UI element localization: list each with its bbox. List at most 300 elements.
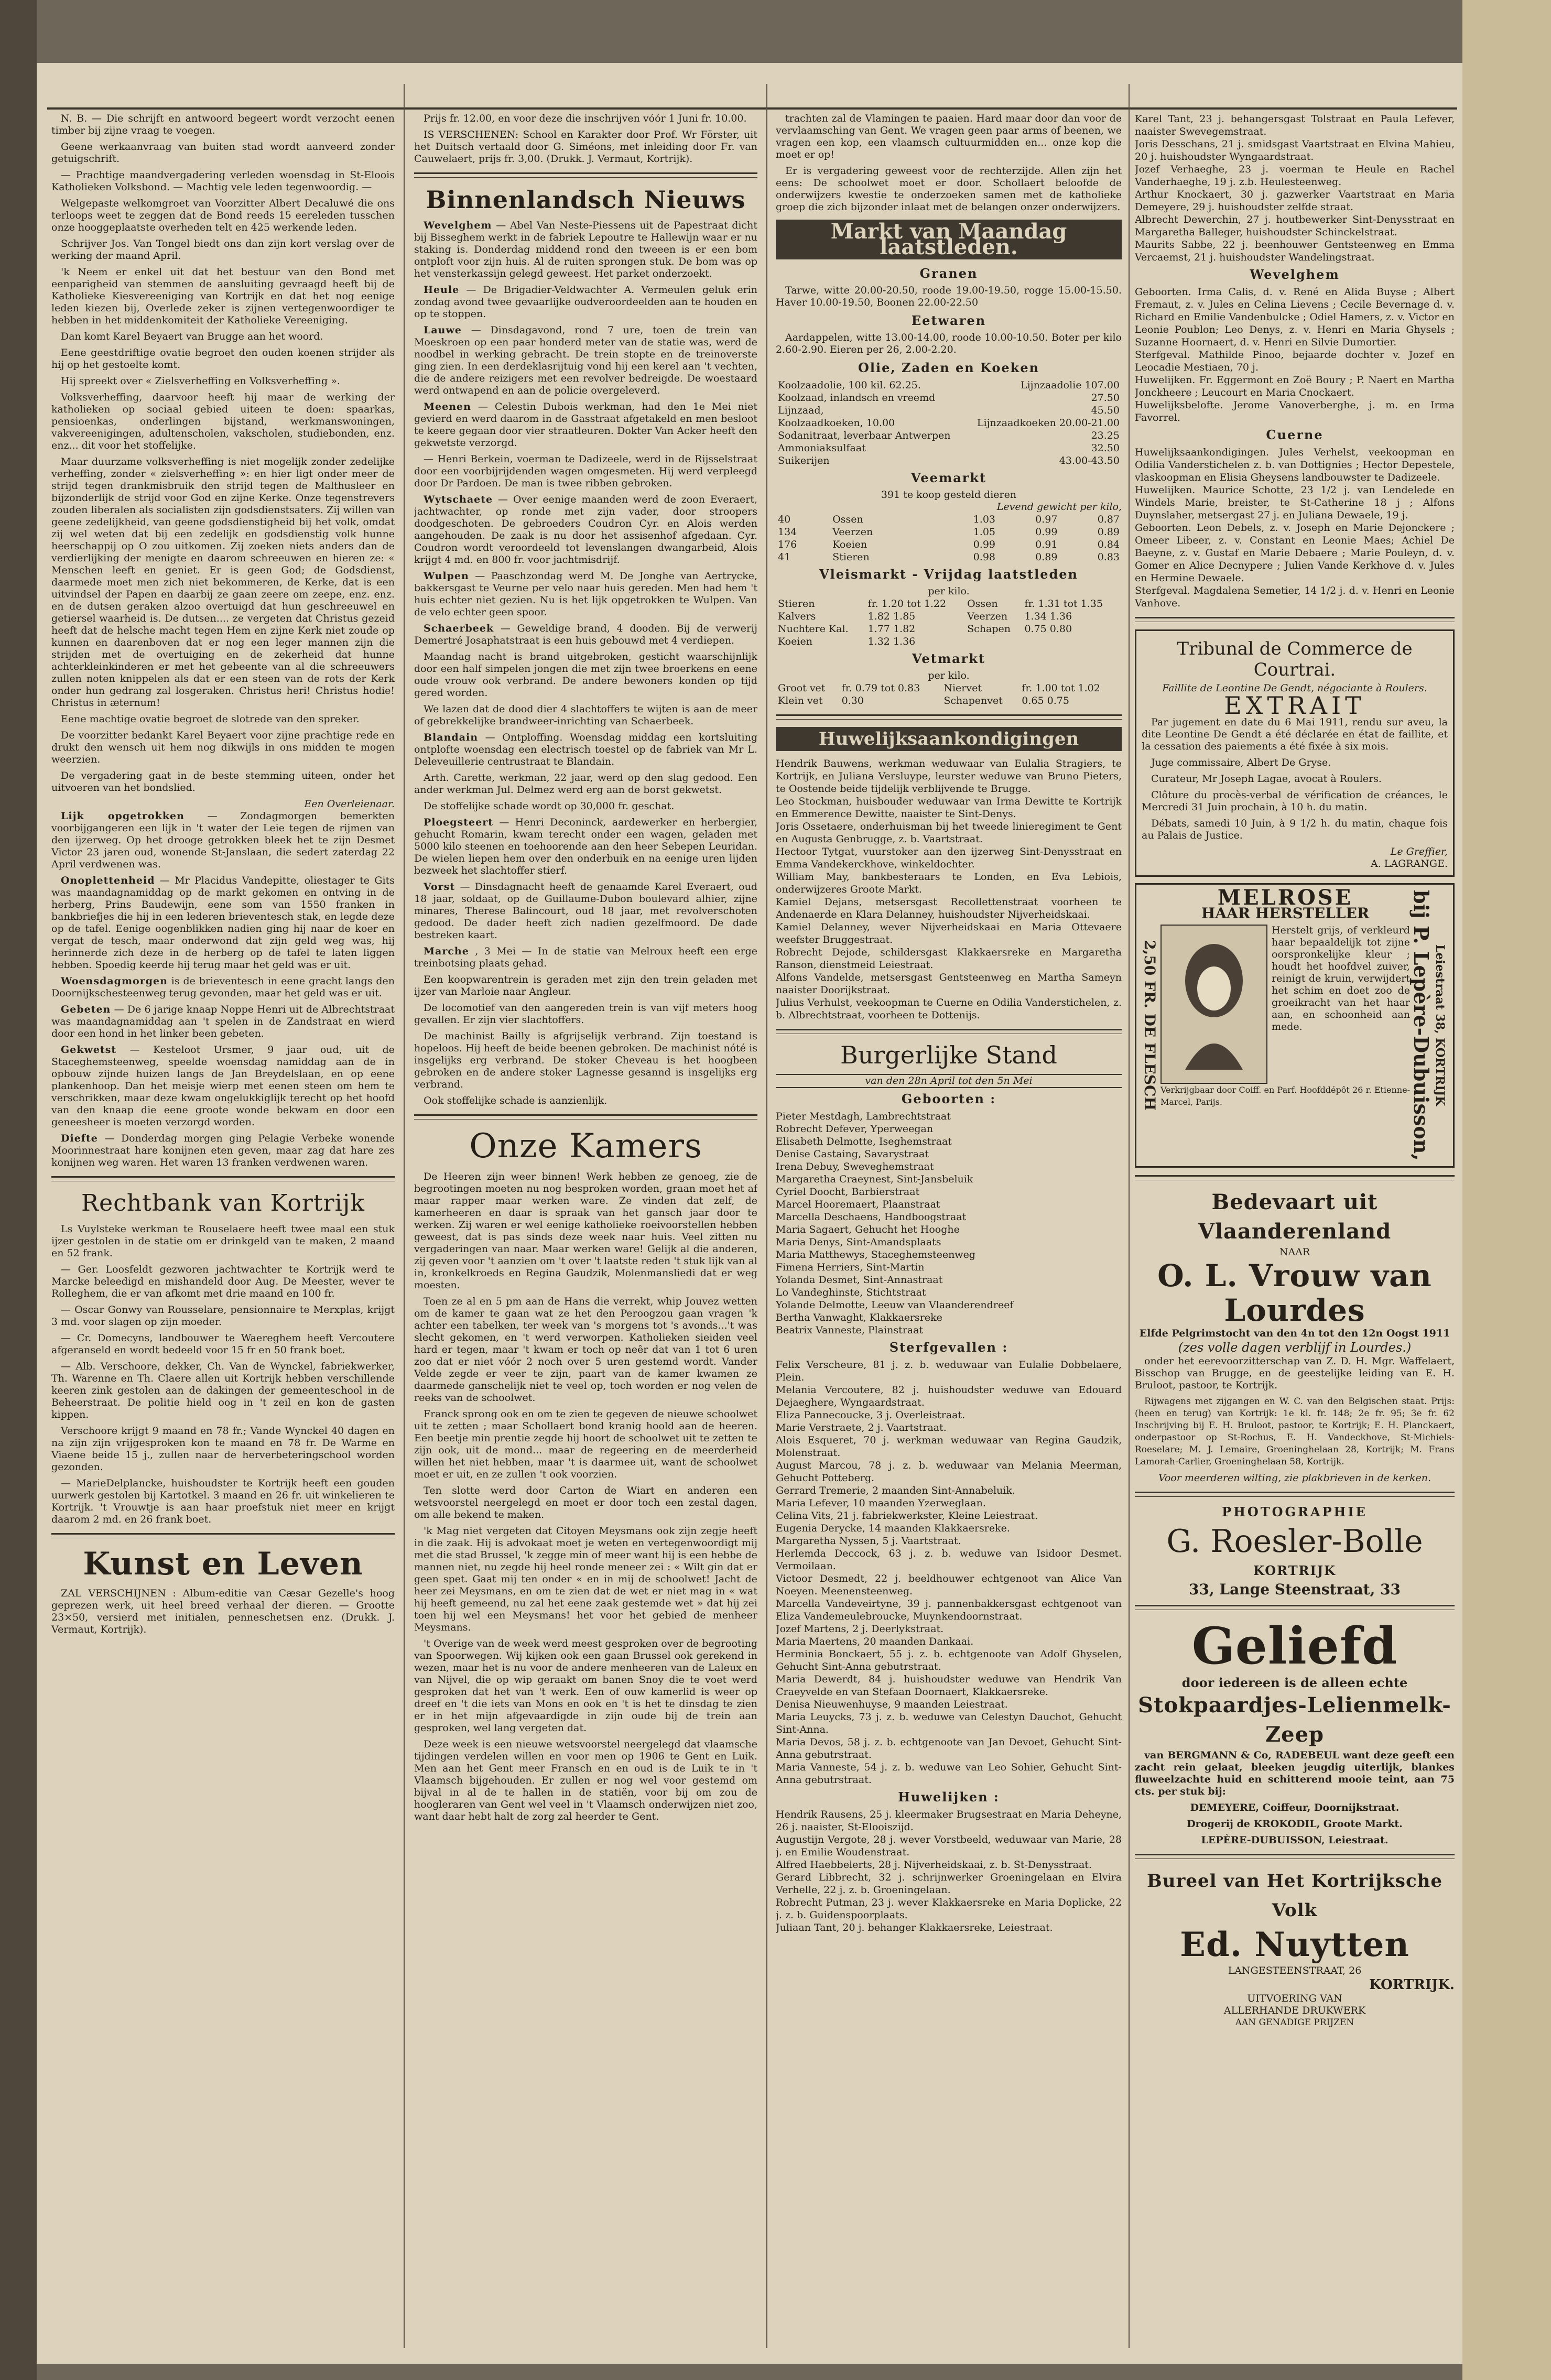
paragraph: Huwelijksaankondigingen. Jules Verhelst, veekoopman en Odilia Vanderstichelen z. b. van Dottignies ; Hector Depestele, vlaskoopman en Elisia Gheysens landbouwster te Dadizeele. <box>1135 447 1455 483</box>
paragraph: — Alb. Verschoore, dekker, Ch. Van de Wynckel, fabriekwerker, Th. Warenne en Th. Claere allen uit Kortrijk hebben verschillende keeren zink gestolen aan de dakingen der gemeenteschool in de Beheerstraat. De politie hield oog in 't zeil en kon de gasten kippen. <box>51 1361 395 1420</box>
news-item <box>414 1002 757 1026</box>
tribunal-body <box>1142 716 1448 842</box>
paragraph: Fimena Herriers, Sint-Martin <box>776 1262 925 1273</box>
news-text: — Kesteloot Ursmer, 9 jaar oud, uit de Staceghemsteenweg, speelde woensdag namiddag aan de in opbouw zijnde huizen langs de Jan Breydelslaan, en op eene plankenhoop. Dan het meisje wierp met eenen steen om hem te verschrikken, maar deze kwam ongelukkiglijk terecht op het hoofd van den knaap die eene groote wonde bekwam en door een geneesheer is moeten verzorgd worden. <box>51 1044 395 1128</box>
table-cell: 0.83 <box>1097 551 1120 563</box>
paragraph: Marie Verstraete, 2 j. Vaartstraat. <box>776 1422 947 1433</box>
divider <box>776 714 1122 720</box>
paragraph: De voorzitter bedankt Karel Beyaert voor zijne prachtige rede en drukt den wensch uit hem nog dikwijls in ons midden te mogen weerzien. <box>51 730 395 765</box>
table-cell: Stieren <box>832 551 870 563</box>
melrose-price: 2,50 FR. DE FLESCH <box>1141 940 1158 1111</box>
kunst-title: Kunst en Leven <box>83 1546 363 1582</box>
news-keyword: Wulpen <box>424 570 469 582</box>
local-news <box>51 810 395 1169</box>
melrose-body <box>1160 885 1410 1161</box>
news-text: — Paaschzondag werd M. De Jonghe van Aertrycke, bakkersgast te Veurne per velo naar huis gereden. Men had hem 't huis echter niet gezien. Nu is het lijk opgetrokken te Wulpen. Van de velo echter geen spoor. <box>414 570 757 618</box>
paragraph: trachten zal de Vlamingen te paaien. Hard maar door dan voor de vervlaamsching van Gent. We vragen geen paar arms of beenen, we vragen een kop, een vlaamsch cultuurmidden en... onze kop die moet er op! <box>776 113 1122 160</box>
bureel-line1: UITVOERING VAN <box>1247 1992 1342 2004</box>
paragraph: Maria Sagaert, Gehucht het Hooghe <box>776 1224 960 1235</box>
vee-head: Levend gewicht per kilo, <box>996 501 1122 513</box>
news-item <box>51 975 395 999</box>
paragraph: Elisabeth Delmotte, Iseghemstraat <box>776 1136 952 1147</box>
bedevaart-it: (zes volle dagen verblijf in Lourdes.) <box>1178 1340 1412 1355</box>
photo-city: KORTRIJK <box>1253 1562 1336 1578</box>
divider <box>51 1533 395 1538</box>
table-cell: 1.77 1.82 <box>867 623 916 635</box>
news-keyword: Onoplettenheid <box>61 875 155 886</box>
table-row <box>776 538 1122 551</box>
table-row <box>776 623 1122 635</box>
paragraph: Sterfgeval. Mathilde Pinoo, bejaarde dochter v. Jozef en Leocadie Mestiaen, 70 j. <box>1135 349 1455 373</box>
zeep-text: van BERGMANN & Co, RADEBEUL want deze geeft een zacht rein gelaat, bleeken jeugdig uiterlijk, blankes fluweelzachte huid en schitterend mooie teint, aan 75 cts. per stuk bij: <box>1135 1749 1455 1797</box>
news-keyword: Schaerbeek <box>424 623 494 634</box>
table-cell: 1.03 <box>973 514 995 525</box>
table-row <box>776 392 1122 404</box>
news-text: We lazen dat de dood dier 4 slachtoffers te wijten is aan de meer of gebrekkelijke brandweer-inrichting van Schaerbeek. <box>414 703 757 727</box>
paragraph: Curateur, Mr Joseph Lagae, avocat à Roulers. <box>1151 773 1382 785</box>
paragraph: Jozef Verhaeghe, 23 j. voerman te Heule en Rachel Vanderhaeghe, 19 j. z.b. Heulesteenweg. <box>1135 164 1455 188</box>
table-cell: Groot vet <box>778 682 826 694</box>
table-cell: 0.97 <box>1035 514 1058 525</box>
news-item <box>414 703 757 727</box>
eetwaren-title: Eetwaren <box>911 313 986 328</box>
bedevaart-title: Bedevaart uit Vlaanderenland <box>1198 1189 1392 1244</box>
huwelijken-title: Huwelijken : <box>898 1789 1000 1805</box>
paragraph: — Oscar Gonwy van Rousselare, pensionnaire te Merxplas, krijgt 3 md. voor slagen op zijn moeder. <box>51 1304 395 1328</box>
news-text: — De 6 jarige knaap Noppe Henri uit de Albrechtstraat was maandagnamiddag aan 't spelen in de Zandstraat en wierd door een hond in het linker been gebeten. <box>51 1004 395 1039</box>
table-cell: 1.05 <box>973 526 995 538</box>
news-text: — Henri Deconinck, aardewerker en herbergier, gehucht Romarin, kwam terecht onder een wagen, geladen met 5000 kilo steenen en toehoorende aan den heer Sebepen Leuridan. De wielen liepen hem over den onderbuik en na eenige uren lijden bezweek het slachtoffer stierf. <box>414 817 757 876</box>
paragraph: Welgepaste welkomgroet van Voorzitter Albert Decaluwé die ons terloops weet te zeggen dat de Bond reeds 15 eereleden tusschen onze hooggeplaatste overheden telt en 425 werkende leden. <box>51 198 395 233</box>
news-text: Een koopwarentrein is geraden met zijn den trein geladen met ijzer van Marloie naar Angleur. <box>414 974 757 997</box>
vet-subtitle: per kilo. <box>928 670 970 681</box>
huwelijk-list-cont <box>1135 113 1455 264</box>
divider <box>1135 1492 1455 1497</box>
table-cell: Schapenvet <box>943 695 1003 707</box>
table-row <box>776 635 1122 648</box>
table-row <box>776 417 1122 429</box>
news-text: De locomotief van den aangereden trein is van vijf meters hoog gevallen. Er zijn vier slachtoffers. <box>414 1002 757 1026</box>
paragraph: De Heeren zijn weer binnen! Werk hebben ze genoeg, zie de begrootingen moeten nu nog besproken worden, graan moet het af maar rapper maar werken ware. Ze vinden dat zelf, de kamerheeren en daar is spraak van het gansch jaar door te werken. Zij waren er wel eenige katholieke roeivoorstellen hebben geweest, dat is pas sinds deze week naar huis. Veel zitten nu vergaderingen van naar. Maar werken ware! Gelijk al die anderen, zij geven voor 't aanzien om 't over 't laatste reden 't stuk lijk van al in, kronkelkroeds en Regina Gaudzik, Molenmansliedi dat er weg moesten. <box>414 1171 757 1291</box>
news-text: — Ontploffing. Woensdag middag een kortsluiting ontplofte woensdag een electrisch toestel op de fabriek van Mr L. Deleveuillerie centrustraat te Blandain. <box>414 732 757 767</box>
paragraph: Joris Desschans, 21 j. smidsgast Vaartstraat en Elvina Mahieu, 20 j. huishoudster Wyngaardstraat. <box>1135 138 1455 162</box>
melrose-text: Herstelt grijs, of verkleurd haar bepaaldelijk tot zijne oorspronkelijke kleur ; houdt het hoofdvel zuiver, reinigt de kruin, verwijdert het schim en doet zoo de groeikracht van het haar aan, en schoonheid aan mede. <box>1272 925 1410 1033</box>
cuerne-list <box>1135 446 1455 610</box>
paragraph: 'k Mag niet vergeten dat Citoyen Meysmans ook zijn zegje heeft in die zaak. Hij is advokaat moet je weten en vertegenwoordigt mij met die stad Brussel, 'k zegge min of meer want hij is een hebbe de mannen niet, nu zegde hij heel ronde meneer zei : « Wilt gin dat er geen spet. Gaat mij ten onder « en in mij de schoolwet! Jacht de heer zei Meysmans, en om te zien dat de wet er niet mag in « wat hij heeft gemeend, nu zal het eene zaak gestemde wet » dat hij zei toen hij wel een Meysmans! het voor het gebied de menheer Meysmans. <box>414 1525 757 1633</box>
bedevaart-line: Elfde Pelgrimstocht van den 4n tot den 12n Oogst 1911 <box>1139 1327 1450 1339</box>
table-cell <box>965 635 1022 648</box>
paragraph: Yolanda Desmet, Sint-Annastraat <box>776 1274 943 1286</box>
paragraph: LEPÈRE-DUBUISSON, Leiestraat. <box>1201 1834 1389 1846</box>
news-item <box>51 1133 395 1169</box>
bedevaart-naar: NAAR <box>1279 1246 1310 1258</box>
woman-portrait-image <box>1160 925 1267 1084</box>
news-text: De stoffelijke schade wordt op 30,000 fr. geschat. <box>424 800 675 812</box>
granen-prices: Tarwe, witte 20.00-20.50, roode 19.00-19.50, rogge 15.00-15.50. Haver 10.00-19.50, Boonen 22.00-22.50 <box>776 285 1122 308</box>
table-cell: Kalvers <box>778 611 816 622</box>
table-row <box>776 404 1122 417</box>
news-text: De machinist Bailly is afgrijselijk verbrand. Zijn toestand is hopeloos. Hij heeft de beide beenen gebroken. De machinist nóté is insgelijks erg verbrand. De stoker Cheveau is het hoogbeen gebroken en de andere stoker Lagnesse gesannd is insgelijks erg verbrand. <box>414 1030 757 1090</box>
paragraph: Irena Debuy, Sweveghemstraat <box>776 1161 934 1172</box>
news-text: — Over eenige maanden werd de zoon Everaert, jachtwachter, op ronde met zijn vader, door stroopers doodgeschoten. De gebroeders Coudron Cyr. en Alois werden aangehouden. De zaak is nu door het assisenhof afgedaan. Cyr. Coudron wordt veroordeeld tot levenslangen dwangarbeid, Alois krijgt 4 md. en 800 fr. voor jachtmisdrijf. <box>414 494 757 566</box>
paragraph: Eugenia Derycke, 14 maanden Klakkaersreke. <box>776 1523 1010 1534</box>
huwelijk-list <box>776 757 1122 1021</box>
divider <box>1135 1605 1455 1610</box>
news-keyword: Blandain <box>424 732 479 743</box>
zeep-sellers <box>1135 1802 1455 1846</box>
divider <box>1135 617 1455 622</box>
table-cell: 134 <box>778 526 797 538</box>
column-2 <box>414 113 757 2356</box>
paragraph: Hij spreekt over « Zielsverheffing en Volksverheffing ». <box>61 375 340 387</box>
paragraph: IS VERSCHENEN: School en Karakter door Prof. Wr Förster, uit het Duitsch vertaald door G. Siméons, met inleiding door Fr. van Cauwelaert, prijs fr. 3,00. (Drukk. J. Vermaut, Kortrijk). <box>414 129 757 165</box>
table-cell: 0.99 <box>1035 526 1058 538</box>
paragraph: Maria Vanneste, 54 j. z. b. weduwe van Leo Sohier, Gehucht Sint-Anna gebutrstraat. <box>776 1762 1122 1786</box>
paragraph: Herlemda Deccock, 63 j. z. b. weduwe van Isidoor Desmet. Vermoilaan. <box>776 1548 1122 1572</box>
table-cell: 40 <box>778 514 791 525</box>
paragraph: Ls Vuylsteke werkman te Rouselaere heeft twee maal een stuk ijzer gestolen in de statie om er drinkgeld van te maken, 2 maand en 52 frank. <box>51 1223 395 1259</box>
signature: Een Overleienaar. <box>304 798 395 810</box>
news-item <box>414 570 757 618</box>
paragraph: Maurits Sabbe, 22 j. beenhouwer Gentsteenweg en Emma Vercaemst, 21 j. huishoudster Wandelingstraat. <box>1135 239 1455 263</box>
table-cell: 0.99 <box>973 539 995 550</box>
news-item <box>414 401 757 449</box>
binding-edge <box>0 0 37 2380</box>
news-text: — Henri Berkein, voerman te Dadizeele, werd in de Rijsselstraat door een voorbijrijdenden wagen omgesmeten. Hij werd verpleegd door Dr Pardoen. De man is twee ribben gebroken. <box>414 453 757 489</box>
table-row <box>776 694 1122 707</box>
paragraph: Huwelijken. Fr. Eggermont en Zoë Boury ; P. Naert en Martha Jonckheere ; Leucourt en Maria Cnockaert. <box>1135 374 1455 398</box>
news-item <box>414 974 757 998</box>
paragraph: Hendrik Rausens, 25 j. kleermaker Brugsestraat en Maria Deheyne, 26 j. naaister, St-Elooiszijd. <box>776 1809 1122 1833</box>
paragraph: — MarieDelplancke, huishoudster te Kortrijk heeft een gouden uurwerk gestolen bij Kartotkel. 3 maand en 26 fr. uit winkelieren te Kortrijk. 't Vrouwtje is aan haar proefstuk niet meer en krijgt daarom 2 md. en 26 frank boet. <box>51 1477 395 1525</box>
paragraph: — Cr. Domecyns, landbouwer te Waereghem heeft Vercoutere afgeranseld en wordt bedeeld voor 15 fr en 50 frank boet. <box>51 1332 395 1356</box>
paragraph: Eene geestdriftige ovatie begroet den ouden koenen strijder als hij op het gestoelte komt. <box>51 347 395 371</box>
news-item <box>51 1004 395 1040</box>
paragraph: Karel Tant, 23 j. behangersgast Tolstraat en Paula Lefever, naaister Swevegemstraat. <box>1135 113 1455 137</box>
paragraph: Pieter Mestdagh, Lambrechtstraat <box>776 1111 951 1122</box>
paragraph: Yolande Delmotte, Leeuw van Vlaanderendreef <box>776 1299 1014 1311</box>
paragraph: Bertha Vanwaght, Klakkaersreke <box>776 1312 942 1323</box>
news-text: — Dinsdagnacht heeft de genaamde Karel Everaert, oud 18 jaar, soldaat, op de Guillaume-Dubon boulevard alhier, zijne minares, Therese Balincourt, oud 18 jaar, met revolverschoten gedood. De dader heeft zich nadien gezelfmoord. De dade bestreken kaart. <box>414 881 757 941</box>
table-row <box>776 682 1122 694</box>
news-item <box>414 732 757 768</box>
paragraph: Albrecht Dewerchin, 27 j. houtbewerker Sint-Denysstraat en Margaretha Balleger, huishoudster Schinckelstraat. <box>1135 214 1455 238</box>
table-cell: 0.84 <box>1097 539 1120 550</box>
paragraph: Maria Matthewys, Staceghemsteenweg <box>776 1249 975 1260</box>
news-keyword: Ploegsteert <box>424 817 493 828</box>
paragraph: Hectoor Tytgat, vuurstoker aan den ijzerweg Sint-Denysstraat en Emma Vandekerckhove, winkeldochter. <box>776 846 1122 870</box>
table-cell: 45.50 <box>1091 405 1120 416</box>
paragraph: Geboorten. Irma Calis, d. v. René en Alida Buyse ; Albert Fremaut, z. v. Jules en Celina Lievens ; Cecile Bevernage d. v. Richard en Emilie Vandenbulcke ; Odiel Hamers, z. v. Victor en Leonie Poublon; Leo Denys, z. v. Henri en Maria Ghysels ; Suzanne Hoornaert, d. v. Henri en Silvie Dumortier. <box>1135 286 1455 348</box>
divider <box>1135 1175 1455 1180</box>
news-keyword: Gebeten <box>61 1004 111 1015</box>
news-keyword: Meenen <box>424 401 471 412</box>
geboorten-title: Geboorten : <box>901 1091 996 1106</box>
table-cell: fr. 0.79 tot 0.83 <box>841 682 920 694</box>
table-cell: 0.87 <box>1097 514 1120 525</box>
paragraph: Felix Verscheure, 81 j. z. b. weduwaar van Eulalie Dobbelaere, Plein. <box>776 1359 1122 1383</box>
paragraph: 't Overige van de week werd meest gesproken over de begrooting van Spoorwegen. Wij kijken ook een gaan Brussel ook gerekend in wezen, maar het is nu voor de andere menheeren van de Laleux en van Nijvel, die op wip geraakt om banen Snoy die te voet werd gesproken dat het van 't werk. Een of ouw kamerlid is weer op dreef en 't die iets van Mons en ook en 't is het te dinsdag te zien er in het mijn afgevaardigde in zijn oude bij de trein aan gesproken, wel lang vergeten dat. <box>414 1638 757 1734</box>
vee-table <box>776 513 1122 563</box>
paragraph: Maria Leuycks, 73 j. z. b. weduwe van Celestyn Dauchot, Gehucht Sint-Anna. <box>776 1711 1122 1735</box>
wevelghem-list <box>1135 286 1455 424</box>
table-cell: 0.89 <box>1097 526 1120 538</box>
zeep-product: Stokpaardjes-Lelienmelk-Zeep <box>1138 1692 1451 1747</box>
melrose-sub: HAAR HERSTELLER <box>1201 905 1370 922</box>
paragraph: Denise Castaing, Savarystraat <box>776 1148 929 1160</box>
paragraph: Arthur Knockaert, 30 j. gazwerker Vaartstraat en Maria Demeyere, 29 j. huishoudster zelfde straat. <box>1135 189 1455 213</box>
paragraph: Beatrix Vanneste, Plainstraat <box>776 1324 924 1336</box>
table-row <box>776 597 1122 610</box>
paragraph: Eliza Pannecoucke, 3 j. Overleistraat. <box>776 1409 966 1421</box>
greffier-name: A. LAGRANGE. <box>1370 858 1448 870</box>
paragraph: Maria Devos, 58 j. z. b. echtgenoote van Jan Devoet, Gehucht Sint-Anna gebutrstraat. <box>776 1736 1122 1760</box>
column-3 <box>776 113 1122 2356</box>
table-cell: Koeien <box>778 636 812 647</box>
news-keyword: Gekwetst <box>61 1044 117 1056</box>
news-text: — Celestin Dubois werkman, had den 1e Mei niet gevierd en werd daarom in de Gasstraat afgetakeld en men besloot te keere gegaan door vier straatleuren. Dokter Van Acker heeft den gekwetste verzorgd. <box>414 401 757 449</box>
burg-subtitle: van den 28n April tot den 5n Mei <box>776 1074 1122 1088</box>
paragraph: Melania Vercoutere, 82 j. huishoudster weduwe van Edouard Dejaeghere, Wyngaardstraat. <box>776 1384 1122 1408</box>
paragraph: Lo Vandeghinste, Stichtstraat <box>776 1287 926 1298</box>
paragraph: Gerard Libbrecht, 32 j. schrijnwerker Groeningelaan en Elvira Verhelle, 22 j. z. b. Groeningelaan. <box>776 1872 1122 1896</box>
paragraph: Prijs fr. 12.00, en voor deze die inschrijven vóór 1 Juni fr. 10.00. <box>424 113 747 124</box>
table-cell: Lijnzaad, <box>778 405 824 416</box>
table-row <box>776 513 1122 526</box>
vlees-title: Vleismarkt - Vrijdag laatstleden <box>819 567 1078 582</box>
rechtbank-items <box>51 1223 395 1526</box>
paragraph: De vergadering gaat in de beste stemming uiteen, onder het uitvoeren van het bondslied. <box>51 770 395 794</box>
table-cell: Koolzaadkoeken, 10.00 <box>778 417 895 429</box>
table-row <box>776 454 1122 467</box>
paragraph: Marcel Hooremaert, Plaanstraat <box>776 1199 940 1210</box>
paragraph: Kamiel Delanney, wever Nijverheidskaai en Maria Ottevaere weefster Bruggestraat. <box>776 921 1122 946</box>
photo-ad <box>1135 1504 1455 1597</box>
news-item <box>414 817 757 877</box>
kunst-text: ZAL VERSCHIJNEN : Album-editie van Cæsar Gezelle's hoog geprezen werk, uit heel breed verhaal der dieren. — Grootte 23×50, versierd met initialen, penneschetsen enz. (Drukk. J. Vermaut, Kortrijk). <box>51 1588 395 1635</box>
news-keyword: Lijk opgetrokken <box>61 810 185 822</box>
news-keyword: Woensdagmorgen <box>61 975 168 987</box>
table-row <box>776 379 1122 392</box>
table-cell: Koolzaad, inlandsch en vreemd <box>778 392 936 404</box>
divider <box>51 1176 395 1181</box>
divider <box>414 172 757 178</box>
paragraph: Toen ze al en 5 pm aan de Hans die verrekt, whip Jouvez wetten om de kamer te gaan wat ze het den Peroogzou gaan vragen 'k achter een tabelken, ter week van 's morgens tot 's avonds...'t was slecht gekomen, en 't werd verworpen. Katholieken sieiden veel hard er tegen, maar 't kwam er toch op neêr dat van 1 tot 6 uren zoo dat er niet vóór 2 noch over 5 uren gestemd wordt. Vander Velde zegde er veer te zijn, paart van de kamer kwamen ze daarmede ganschelijk niet te veel op, toch worden er nog velen de reeks van de schoolwet. <box>414 1296 757 1404</box>
news-keyword: Wytschaete <box>424 494 493 505</box>
paragraph: Celina Vits, 21 j. fabriekwerkster, Kleine Leiestraat. <box>776 1510 1038 1522</box>
divider <box>414 1114 757 1120</box>
granen-title: Granen <box>919 266 978 281</box>
greffier: Le Greffier, <box>1390 846 1448 857</box>
table-row <box>776 526 1122 538</box>
photo-addr: 33, Lange Steenstraat, 33 <box>1188 1580 1401 1598</box>
divider <box>1135 1854 1455 1859</box>
news-text: — Geweldige brand, 4 dooden. Bij de verwerij Demertré Josaphatstraat is een huis gebouwd met 4 verdiepen. <box>414 623 757 646</box>
tribunal-notice <box>1135 629 1455 877</box>
paragraph: Augustijn Vergote, 28 j. wever Vorstbeeld, weduwaar van Marie, 28 j. en Emilie Woudenstraat. <box>776 1834 1122 1858</box>
melrose-small: Verkrijgbaar door Coiff. en Parf. Hoofddépôt 26 r. Etienne-Marcel, Parijs. <box>1160 1085 1410 1107</box>
table-cell: Ammoniaksulfaat <box>778 442 866 454</box>
news-text: — Mr Placidus Vandepitte, oliestager te Gits was maandagnamiddag op de markt gekomen en ontving in de herberg, Prins Baudewijn, eene som van 1550 franken in bankbriefjes die hij in een lederen brieventesch stak, en legde deze op de tafel. Eenige oogenblikken nadien ging hij naar de koer en vergat de tesch, maar onderwond dat zijn geld weg was, hij herinnerde zich deze in de herberg op de tafel te laten liggen hebben. Spoedig keerde hij terug maar het geld was er uit. <box>51 875 395 971</box>
paragraph: Cyriel Doocht, Barbierstraat <box>776 1186 920 1198</box>
bureel-name: Ed. Nuytten <box>1180 1925 1409 1964</box>
kamers-text <box>414 1171 757 1823</box>
table-cell: Lijnzaadolie 107.00 <box>1020 379 1120 391</box>
binnenland-news <box>414 220 757 1107</box>
binnenland-title: Binnenlandsch Nieuws <box>426 186 746 214</box>
table-cell: Niervet <box>943 682 982 694</box>
paragraph: Volksverheffing, daarvoor heeft hij maar de werking der katholieken op sociaal gebied uiteen te doen: spaarkas, pensioenkas, onderlingen bijstand, werkmanswoningen, vakvereenigingen, adultenscholen, vakscholen, studiebonden, enz. enz... dit voor het stoffelijke. <box>51 392 395 451</box>
table-row <box>776 551 1122 563</box>
paragraph: Marcella Vandeveirtyne, 39 j. pannenbakkersgast echtgenoot van Eliza Vandemeulebroucke, Muynkendoornstraat. <box>776 1598 1122 1622</box>
paragraph: 'k Neem er enkel uit dat het bestuur van den Bond met eenparigheid van stemmen de aansluiting gevraagd heeft bij de Katholieke Kiesvereeniging van Kortrijk en dat het nog eenige leden kiezen bij, Overlede zeker is zijnen vertegenwoordiger te hebben in het middenkomiteit der Katholieke Vereeniging. <box>51 266 395 326</box>
news-item <box>414 453 757 490</box>
photo-name: G. Roesler-Bolle <box>1166 1523 1423 1560</box>
bedevaart-text: onder het eerevoorzitterschap van Z. D. H. Mgr. Waffelaert, Bisschop van Brugge, en de geestelijke leiding van E. H. Bruloot, pastoor, te Kortrijk. <box>1135 1355 1455 1391</box>
news-text: Arth. Carette, werkman, 22 jaar, werd op den slag gedood. Een ander werkman Jul. Delmez werd erg aan de borst gekwetst. <box>414 772 757 796</box>
bedevaart-small: Rijwagens met zijgangen en W. C. van den Belgischen staat. Prijs: (heen en terug) van Kortrijk: 1e kl. fr. 148; 2e fr. 95; 3e fr. 62 Inschrijving bij E. H. Bruloot, pastoor, te Kortrijk; E. H. Planckaert, onderpastoor op St-Rochus, E. H. Vandeckhove, St-Michiels-Roeselare; M. J. Lemaire, Groeninghelaan 28, Kortrijk; M. Frans Lamorah-Carlier, Groeninghelaan 58, Kortrijk. <box>1135 1396 1455 1467</box>
zeep-title: Geliefd <box>1191 1616 1398 1676</box>
news-item <box>414 324 757 397</box>
paragraph: Maria Denys, Sint-Amandsplaats <box>776 1236 941 1248</box>
table-cell: Stieren <box>778 598 815 610</box>
paragraph: Alois Esqueret, 70 j. werkman weduwaar van Regina Gaudzik, Molenstraat. <box>776 1434 1122 1459</box>
paragraph: Juliaan Tant, 20 j. behanger Klakkaersreke, Leiestraat. <box>776 1922 1053 1933</box>
paragraph: Maria Dewerdt, 84 j. huishoudster weduwe van Hendrik Van Craeyvelde en van Stefaan Doornaert, Klakkaersreke. <box>776 1673 1122 1698</box>
table-cell: 1.32 1.36 <box>867 636 916 647</box>
news-item <box>414 220 757 280</box>
paragraph: Ten slotte werd door Carton de Wiart en anderen een wetsvoorstel neergelegd en moet er door toch een zestal dagen, om alle bekend te maken. <box>414 1485 757 1520</box>
paragraph: Clôture du procès-verbal de vérification de créances, le Mercredi 31 Juin prochain, à 10 h. du matin. <box>1142 789 1448 813</box>
table-cell: Koolzaadolie, 100 kil. 62.25. <box>778 379 921 391</box>
burg-title: Burgerlijke Stand <box>840 1041 1057 1069</box>
bedevaart-ad <box>1135 1188 1455 1484</box>
melrose-dealer-addr: Leiestraat 38, KORTRIJK <box>1433 944 1447 1106</box>
bureel-city: KORTRIJK. <box>1369 1976 1455 1993</box>
news-keyword: Vorst <box>424 881 455 893</box>
table-cell: fr. 1.31 tot 1.35 <box>1024 598 1103 610</box>
news-text: Maandag nacht is brand uitgebroken, gesticht waarschijnlijk door een half simpelen jongen die met zijn twee broerkens en eene oude vrouw ook verbrand. De andere bewoners konden op tijd gered worden. <box>414 651 757 699</box>
news-item <box>414 651 757 699</box>
paragraph: Margaretha Craeynest, Sint-Jansbeluik <box>776 1173 973 1185</box>
paragraph: Deze week is een nieuwe wetsvoorstel neergelegd dat vlaamsche tijdingen verdelen willen en voor men op 1906 te Gent en Luik. Men aan het Gent meer Fransch en en oud is de Luik te in 't Vlaamsch bijgehouden. Er zullen er nog wel voor gestemd om bijval in al de te hallen in de statiën, voor bij om zou de hoogleraren van Gent wel veel in 't Vlaamsch onderwijzen niet zoo, want daar hebt halt de zorg zal heerder te Gent. <box>414 1738 757 1822</box>
rechtbank-title: Rechtbank van Kortrijk <box>81 1190 365 1216</box>
news-keyword: Wevelghem <box>424 220 492 231</box>
paragraph: Victoor Desmedt, 22 j. beeldhouwer echtgenoot van Alice Van Noeyen. Meenensteenweg. <box>776 1573 1122 1597</box>
melrose-ad <box>1135 883 1455 1168</box>
paragraph: William May, bankbesteraars te Londen, en Eva Lebiois, onderwijzeres Groote Markt. <box>776 871 1122 895</box>
paragraph: Julius Verhulst, veekoopman te Cuerne en Odilia Vanderstichelen, z. b. Albrechtstraat, voorheen te Dottenijs. <box>776 997 1122 1021</box>
table-cell: 23.25 <box>1091 430 1120 441</box>
news-item <box>414 623 757 647</box>
photo-label: PHOTOGRAPHIE <box>1222 1504 1368 1519</box>
news-keyword: Marche <box>424 946 469 957</box>
news-text: Ook stoffelijke schade is aanzienlijk. <box>424 1095 608 1106</box>
paragraph: Robrecht Dejode, schildersgast Klakkaersreke en Margaretha Ranson, dienstmeid Leiestraat. <box>776 947 1122 971</box>
paragraph: N. B. — Die schrijft en antwoord begeert wordt verzocht eenen timber bij zijne vraag te voegen. <box>51 113 395 136</box>
vee-title: Veemarkt <box>910 470 987 485</box>
paragraph: Maar duurzame volksverheffing is niet mogelijk zonder zedelijke verheffing, zonder « zielsverheffing »: en hier ligt onder meer de strijd tegen drankmisbruik den strijd tegen de Malthusleer en bijzonderlijk de strijd voor God en zijne Kerke. Onze tegenstrevers zouden liberalen als socialisten zijn godsdienstsaters. Zij willen van geene zedelijkheid, van geene godsdienstigheid bij het volk, omdat zij wel weten dat bij een zedelijk en godsdienstig volk hunne heerschappij op O zou uitkomen. Zij zoeken niets anders dan de verdierlijking der menigte en daarom schreeuwen en hieren ze: « Menschen leeft en geniet. Er is geen God; de Godsdienst, daarmede moet men zich niet bekommeren, de Kerke, dat is een uitvindsel der Papen en daarbij ze gaan zeere om zeepe, enz. enz. en de dutsen geraken alzoo overtuigd dat hun geschreeuwel en getiersel waarheid is. De dutsen.... ze vergeten dat Christus gezeid heeft dat de helsche macht tegen Hem en zijne Kerk niet zoude op kunnen en daarenboven dat er nog een leger mannen zijn die strijden met de overtuiging en de zekerheid dat hunne achterkleinkinderen er met het gebeente van al die schreeuwers zullen noten knippelen als dat er een steen van de rots der Kerk onder hun gedrang zal losgeraken. Christus heri! Christus hodie! Christus in æternum! <box>51 456 395 709</box>
paragraph: Geene werkaanvraag van buiten stad wordt aanveerd zonder getuigschrift. <box>51 141 395 165</box>
news-item <box>51 1044 395 1128</box>
melrose-brand: MELROSE <box>1217 885 1353 910</box>
table-cell: 32.50 <box>1091 442 1120 454</box>
paragraph: Joris Ossetaere, onderhuisman bij het tweede linieregiment te Gent en Augusta Genbrugge, z. b. Vaartstraat. <box>776 821 1122 845</box>
paragraph: Alfons Vandelde, metsersgast Gentsteenweg en Martha Sameyn naaister Doorijkstraat. <box>776 972 1122 996</box>
paragraph: Herminia Bonckaert, 55 j. z. b. echtgenoote van Adolf Ghyselen, Gehucht Sint-Anna gebutrstraat. <box>776 1648 1122 1672</box>
melrose-row <box>1160 925 1410 1084</box>
news-item <box>414 772 757 796</box>
news-text: — De Brigadier-Veldwachter A. Vermeulen geluk erin zondag avond twee gevaarlijke oudveroordeelden aan te houden en op te stoppen. <box>414 284 757 320</box>
divider <box>776 1029 1122 1034</box>
news-text: — Dinsdagavond, rond 7 ure, toen de trein van Moeskroen op een paar honderd meter van de statie was, werd de noodbel in werking gebracht. De trein stopte en de treinoverste ging zien. In een derdeklasrijtuig vond hij een kerel aan 't vechten, die de andere reizigers met een revolver bedreigde. De woestaard werd ontwapend en aan de policie overgeleverd. <box>414 324 757 396</box>
wevelghem-title: Wevelghem <box>1250 267 1340 282</box>
intro-paragraphs <box>776 113 1122 213</box>
column-rule <box>1129 84 1130 2348</box>
table-cell: 1.82 1.85 <box>867 611 916 622</box>
table-cell: Suikerijen <box>778 455 830 466</box>
column-rule <box>404 84 405 2348</box>
table-cell: fr. 1.00 tot 1.02 <box>1022 682 1100 694</box>
top-rule <box>47 107 1457 110</box>
paragraph: Robrecht Defever, Yperweegan <box>776 1123 934 1135</box>
paragraph: Dan komt Karel Beyaert van Brugge aan het woord. <box>61 331 323 342</box>
paragraph: Robrecht Putman, 23 j. wever Klakkaersreke en Maria Doplicke, 22 j. z. b. Guidenspoorplaats. <box>776 1897 1122 1921</box>
paragraph: Marcella Deschaens, Handboogstraat <box>776 1211 967 1223</box>
bedevaart-more: Voor meerderen wilting, zie plakbrieven in de kerken. <box>1158 1472 1431 1484</box>
paragraph: Jozef Martens, 2 j. Deerlykstraat. <box>776 1623 944 1635</box>
table-cell: Ossen <box>967 598 998 610</box>
table-cell: Nuchtere Kal. <box>778 623 849 635</box>
tribunal-title: Tribunal de Commerce de Courtrai. <box>1177 638 1413 680</box>
news-text: is de brieventesch in eene gracht langs den Doornijkschesteenweg terug gevonden, maar het geld was er uit. <box>51 975 395 999</box>
paragraph: Geboorten. Leon Debels, z. v. Joseph en Marie Dejonckere ; Omeer Libeer, z. v. Constant en Leonie Maes; Achiel De Baeyne, z. v. Gustaf en Marie Debaere ; Marie Pouleyn, d. v. Gomer en Alice Decnypere ; Julien Vande Kerkhove d. v. Jules en Hermine Dewaele. <box>1135 522 1455 584</box>
geboorten-list <box>776 1110 1122 1336</box>
news-text: , 3 Mei — In de statie van Melroux heeft een erge treinbotsing plaats gehad. <box>414 946 757 969</box>
table-cell: fr. 1.20 tot 1.22 <box>867 598 947 610</box>
zeep-ad <box>1135 1617 1455 1846</box>
paragraph: Denisa Nieuwenhuyse, 9 maanden Leiestraat. <box>776 1699 1008 1710</box>
news-item <box>51 810 395 871</box>
table-cell: 0.98 <box>973 551 995 563</box>
table-cell: 0.30 <box>841 695 864 707</box>
news-item <box>414 800 757 812</box>
paragraph: Maria Lefever, 10 maanden Yzerweglaan. <box>776 1497 986 1509</box>
table-cell: Lijnzaadkoeken 20.00-21.00 <box>977 417 1120 429</box>
table-cell: Schapen <box>967 623 1011 635</box>
news-keyword: Heule <box>424 284 460 296</box>
news-item <box>51 875 395 971</box>
bureel-addr: LANGESTEENSTRAAT, 26 <box>1228 1964 1362 1976</box>
paragraph: Kamiel Dejans, metsersgast Recollettenstraat voorheen te Andenaerde en Klara Delanney, huishoudster Nijverheidskaai. <box>776 896 1122 920</box>
intro-paragraphs <box>51 113 395 794</box>
paragraph: Drogerij de KROKODIL, Groote Markt. <box>1187 1818 1403 1830</box>
vlees-table <box>776 597 1122 648</box>
column-rule <box>766 84 767 2348</box>
paragraph: Huwelijken. Maurice Schotte, 23 1/2 j. van Lendelede en Windels Marie, breister, te St-Catherine 18 j ; Alfons Duynslaher, metsergast 27 j. en Juliana Dewaele, 19 j. <box>1135 484 1455 521</box>
zeep-line: door iedereen is de alleen echte <box>1181 1675 1408 1690</box>
news-item <box>414 1030 757 1091</box>
news-keyword: Lauwe <box>424 324 462 336</box>
markt-banner: Markt van Maandag laatstleden. <box>776 220 1122 259</box>
bureel-line3: AAN GENADIGE PRIJZEN <box>1235 2017 1354 2028</box>
vee-subtitle: 391 te koop gesteld dieren <box>881 489 1017 501</box>
paragraph: Juge commissaire, Albert De Gryse. <box>1151 757 1331 768</box>
table-cell: 41 <box>778 551 791 563</box>
table-cell: 0.91 <box>1035 539 1058 550</box>
news-item <box>414 881 757 941</box>
news-keyword: Diefte <box>61 1133 98 1144</box>
